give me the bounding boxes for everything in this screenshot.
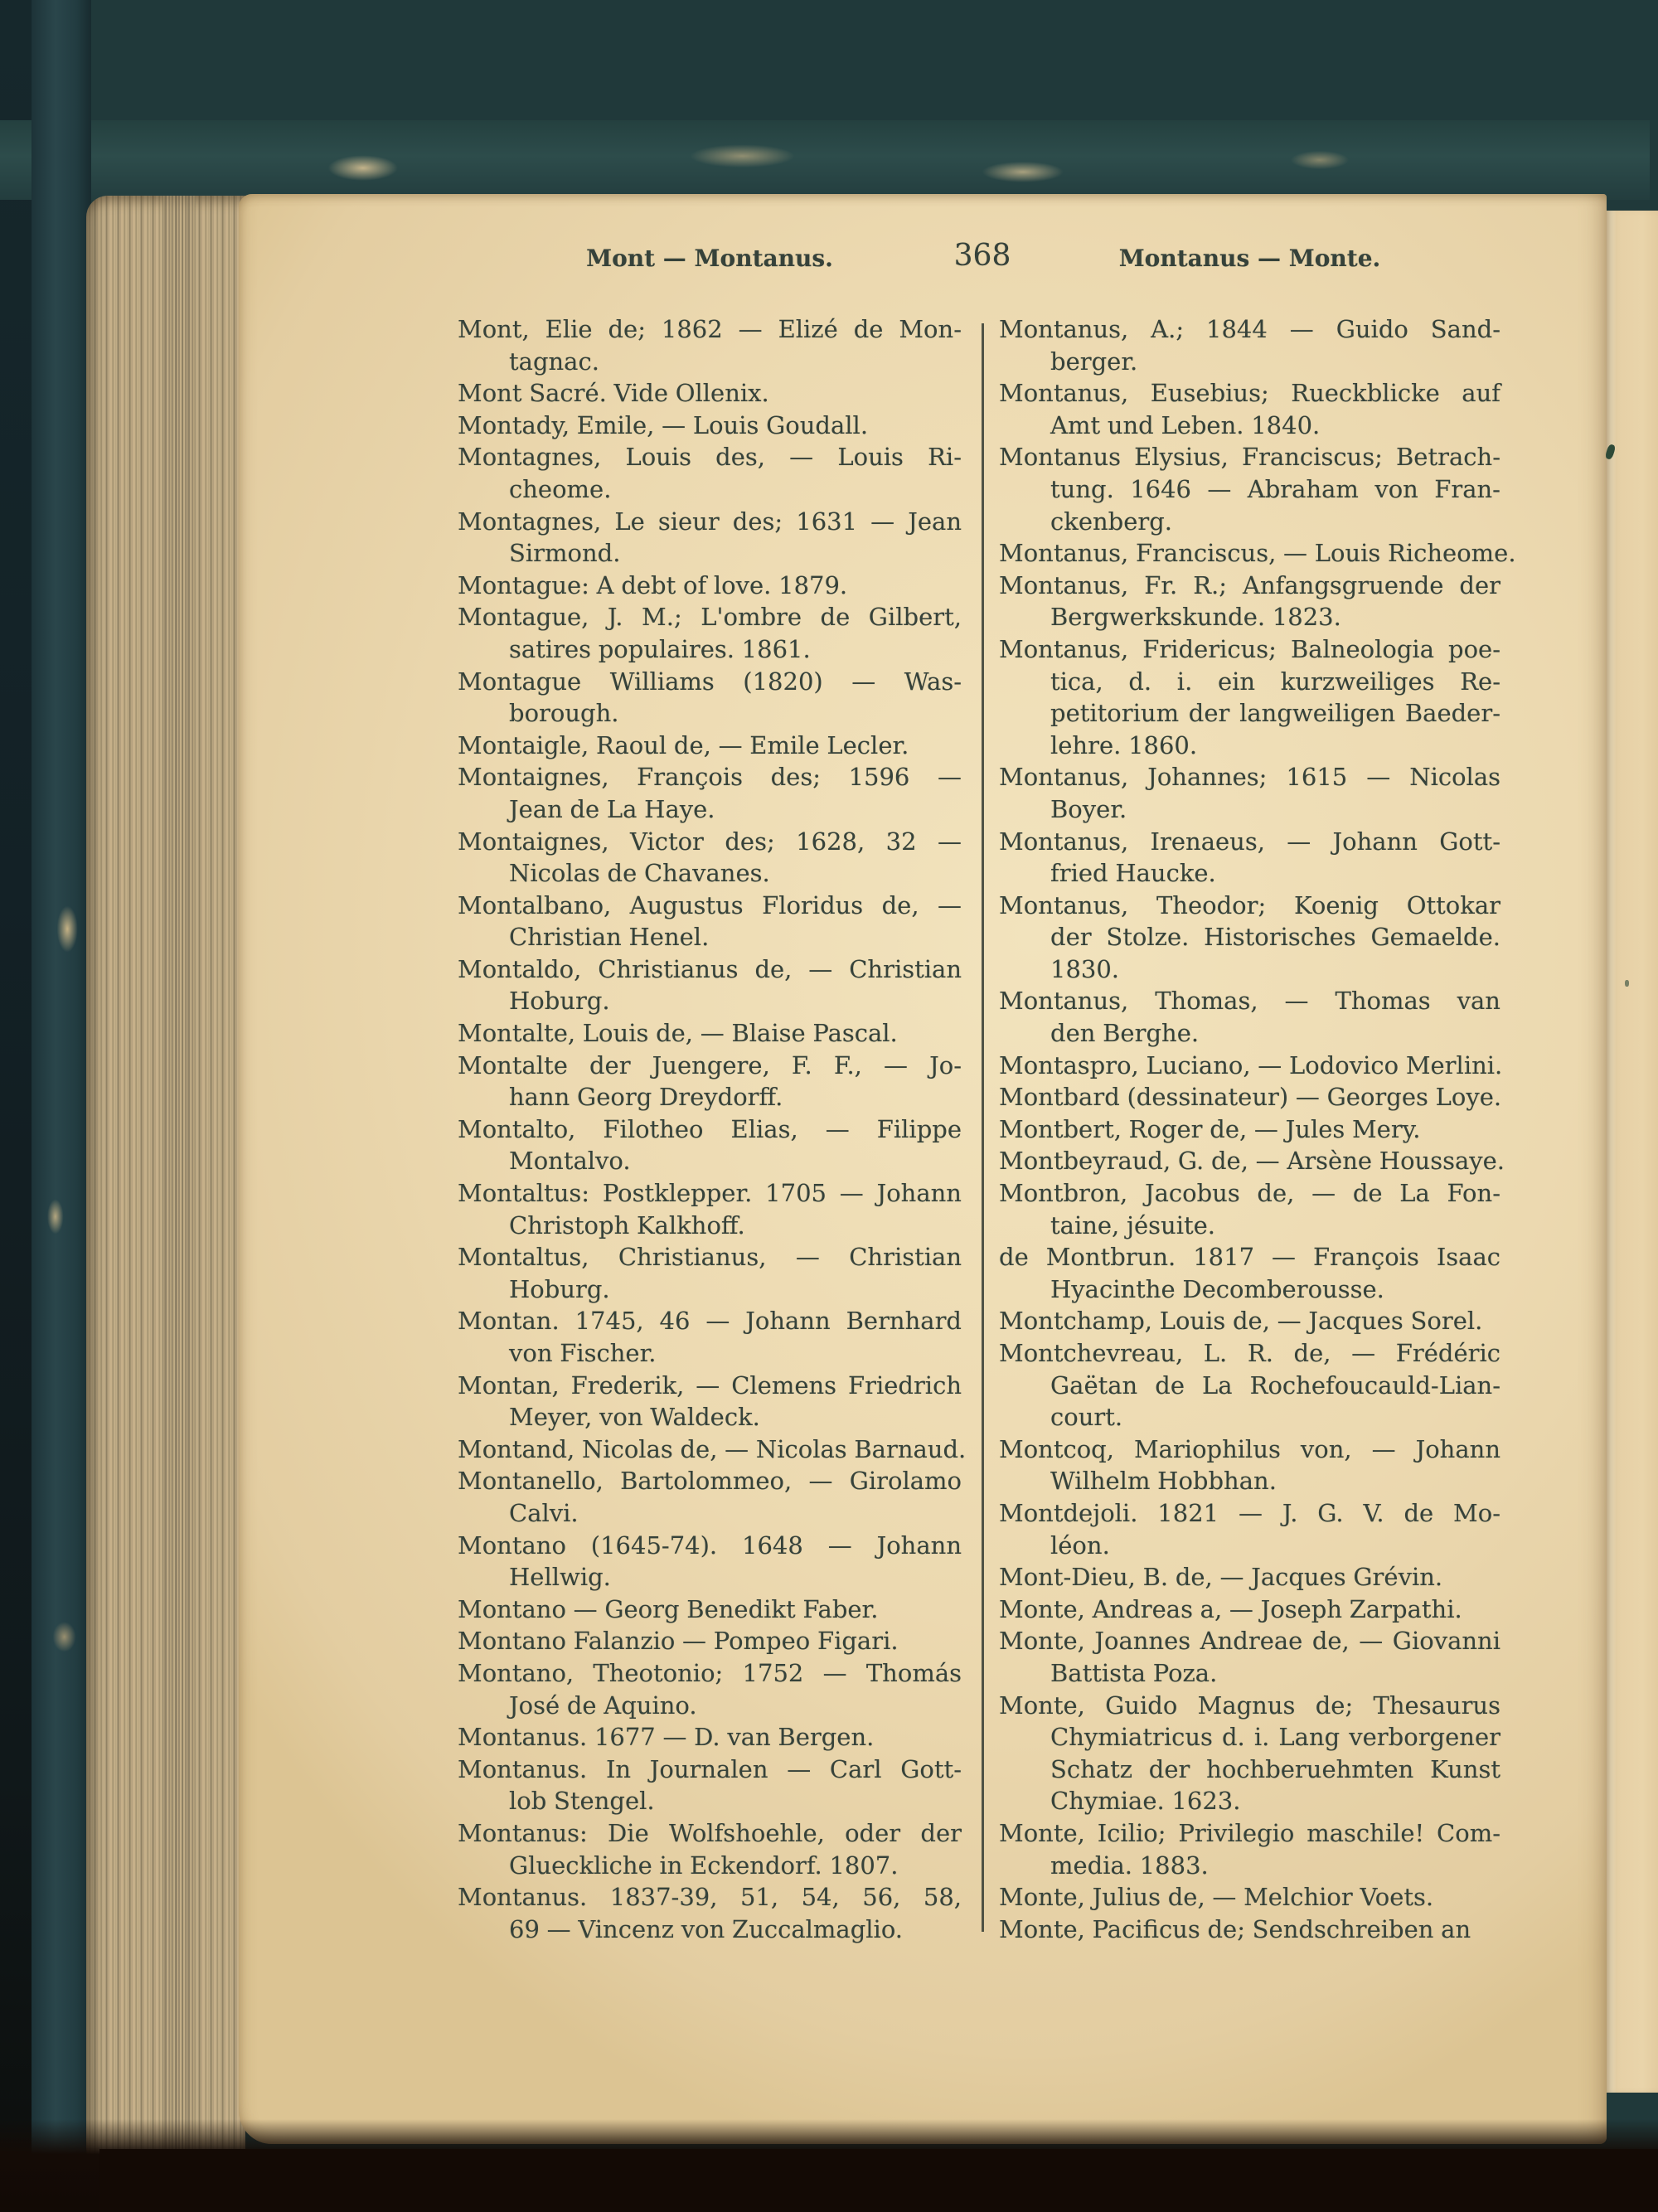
entry-line: Montdejoli. 1821 — J. G. V. de Mo- [999, 1498, 1500, 1527]
entry-line: Montbron, Jacobus de, — de La Fon- [999, 1179, 1500, 1208]
entry-line: Amt und Leben. 1840. [1050, 410, 1321, 439]
dictionary-entry [999, 1690, 1500, 1817]
dictionary-entry [999, 1594, 1500, 1626]
entry-line: hann Georg Dreydorff. [509, 1083, 783, 1112]
entry-line: den Berghe. [1050, 1019, 1200, 1048]
entry-line: tica, d. i. ein kurzweiliges Re- [1050, 667, 1500, 696]
dictionary-entry [999, 313, 1500, 377]
running-head-right: Montanus — Monte. [1118, 245, 1381, 272]
entry-line: Glueckliche in Eckendorf. 1807. [509, 1851, 899, 1880]
dictionary-entry [999, 1433, 1500, 1497]
entry-line: Hellwig. [509, 1563, 611, 1592]
entry-line: Montano Falanzio — Pompeo Figari. [458, 1627, 899, 1656]
entry-line: Montanus, Fr. R.; Anfangsgruende der [999, 570, 1500, 599]
dictionary-entry [458, 1370, 962, 1433]
entry-line: Mont, Elie de; 1862 — Elizé de Mon- [458, 315, 962, 343]
dictionary-entry [999, 570, 1500, 633]
dictionary-entry [999, 761, 1500, 825]
entry-line: Montano, Theotonio; 1752 — Thomás [458, 1658, 962, 1687]
entry-line: Montan, Frederik, — Clemens Friedrich [458, 1370, 962, 1399]
dictionary-entry [999, 985, 1500, 1049]
dictionary-entry [458, 313, 962, 377]
dictionary-entry [458, 1465, 962, 1529]
entry-line: Montaldo, Christianus de, — Christian [458, 954, 962, 983]
entry-line: Wilhelm Hobbhan. [1050, 1467, 1277, 1496]
entry-line: Nicolas de Chavanes. [509, 859, 770, 888]
dictionary-entry [458, 1594, 962, 1626]
entry-line: Montcoq, Mariophilus von, — Johann [999, 1434, 1500, 1463]
entry-line: Montanus. 1837-39, 51, 54, 56, 58, [458, 1883, 962, 1912]
dictionary-entry [999, 1337, 1500, 1433]
entry-line: tagnac. [509, 347, 599, 376]
entry-line: Montchevreau, L. R. de, — Frédéric [999, 1339, 1500, 1367]
dictionary-entry [458, 570, 962, 602]
entry-line: Montbard (dessinateur) — Georges Loye. [999, 1083, 1502, 1112]
entry-line: Montague: A debt of love. 1879. [458, 570, 848, 599]
dictionary-entry [458, 1177, 962, 1241]
dictionary-entry [458, 1657, 962, 1721]
entry-line: Montanus, Thomas, — Thomas van [999, 987, 1500, 1016]
entry-line: Montaigle, Raoul de, — Emile Lecler. [458, 730, 909, 759]
entry-line: Battista Poza. [1050, 1658, 1218, 1687]
dictionary-entry [458, 441, 962, 505]
entry-line: Montanus, Irenaeus, — Johann Gott- [999, 827, 1500, 856]
dictionary-entry [458, 730, 962, 762]
entry-line: Montchamp, Louis de, — Jacques Sorel. [999, 1307, 1483, 1336]
entry-line: taine, jésuite. [1050, 1210, 1216, 1239]
dictionary-entry [999, 537, 1516, 570]
entry-line: Mont-Dieu, B. de, — Jacques Grévin. [999, 1563, 1443, 1592]
entry-line: Montano — Georg Benedikt Faber. [458, 1594, 879, 1623]
dictionary-entry [458, 953, 962, 1017]
entry-line: fried Haucke. [1050, 859, 1216, 888]
entry-line: cheome. [509, 474, 612, 503]
dictionary-entry [999, 890, 1500, 986]
dictionary-entry [458, 410, 962, 442]
dictionary-entry [999, 826, 1500, 890]
dictionary-entry [458, 761, 962, 825]
entry-line: Jean de La Haye. [509, 794, 715, 823]
dictionary-entry [999, 1881, 1500, 1914]
entry-line: Hoburg. [509, 987, 610, 1016]
entry-line: Meyer, von Waldeck. [509, 1403, 760, 1432]
entry-line: Montague, J. M.; L'ombre de Gilbert, [458, 603, 962, 632]
entry-line: Montano (1645-74). 1648 — Johann [458, 1530, 962, 1560]
dictionary-entry [458, 601, 962, 665]
running-head-left: Mont — Montanus. [586, 245, 833, 272]
entry-line: tung. 1646 — Abraham von Fran- [1050, 474, 1500, 503]
scan-bottom-dark [99, 2149, 1658, 2212]
entry-line: Montan. 1745, 46 — Johann Bernhard [458, 1307, 962, 1336]
entry-line: Montady, Emile, — Louis Goudall. [458, 410, 869, 439]
entry-line: Montanus, Franciscus, — Louis Richeome. [999, 539, 1516, 568]
dictionary-entry [999, 377, 1500, 441]
entry-line: Montanus, Theodor; Koenig Ottokar [999, 890, 1500, 919]
dictionary-entry [458, 1241, 962, 1305]
entry-line: Monte, Andreas a, — Joseph Zarpathi. [999, 1594, 1462, 1623]
dictionary-entry [458, 1530, 962, 1594]
entry-line: Montbeyraud, G. de, — Arsène Houssaye. [999, 1147, 1505, 1176]
entry-line: von Fischer. [509, 1339, 657, 1367]
entry-line: Christoph Kalkhoff. [509, 1210, 745, 1239]
entry-line: ckenberg. [1050, 507, 1173, 536]
dictionary-entry [458, 1017, 962, 1050]
entry-line: 1830. [1050, 954, 1120, 983]
entry-line: Gaëtan de La Rochefoucauld-Lian- [1050, 1370, 1500, 1399]
facing-page-gutter [1607, 211, 1658, 2093]
dictionary-entry [458, 1050, 962, 1113]
dictionary-entry [999, 1625, 1500, 1689]
dictionary-entry [999, 1561, 1500, 1594]
column-divider-rule [982, 323, 984, 1932]
entry-line: court. [1050, 1403, 1123, 1432]
dictionary-entry [999, 1050, 1503, 1082]
dictionary-entry [458, 377, 962, 410]
entry-line: berger. [1050, 347, 1138, 376]
dictionary-entry [458, 1721, 962, 1754]
dictionary-entry [999, 1113, 1500, 1146]
entry-line: Montanello, Bartolommeo, — Girolamo [458, 1467, 962, 1496]
dictionary-entry [999, 1145, 1505, 1177]
entry-line: de Montbrun. 1817 — François Isaac [999, 1243, 1500, 1272]
page-number: 368 [953, 239, 1011, 273]
dictionary-entry [999, 1081, 1500, 1113]
entry-line: Monte, Julius de, — Melchior Voets. [999, 1883, 1434, 1912]
entry-line: Christian Henel. [509, 923, 710, 952]
dictionary-entry [458, 890, 962, 953]
text-column-right [999, 313, 1516, 1945]
entry-line: Montanus. 1677 — D. van Bergen. [458, 1723, 875, 1752]
book-cover-top-worn-band [0, 120, 1650, 200]
dictionary-entry [999, 1177, 1500, 1241]
entry-line: Montaltus: Postklepper. 1705 — Johann [458, 1179, 962, 1208]
dictionary-entry [458, 1817, 962, 1881]
entry-line: Montaignes, Victor des; 1628, 32 — [458, 827, 962, 856]
entry-line: Montanus: Die Wolfshoehle, oder der [458, 1818, 962, 1847]
dictionary-entry [458, 826, 962, 890]
dictionary-entry [999, 1305, 1500, 1337]
entry-line: Montalvo. [509, 1147, 631, 1176]
entry-line: Montanus Elysius, Franciscus; Betrach- [999, 443, 1500, 472]
dictionary-entry [999, 1241, 1500, 1305]
entry-line: lehre. 1860. [1050, 730, 1198, 759]
entry-line: Hoburg. [509, 1274, 610, 1303]
entry-line: 69 — Vincenz von Zuccalmaglio. [509, 1914, 903, 1943]
entry-line: Montalbano, Augustus Floridus de, — [458, 890, 962, 919]
entry-line: der Stolze. Historisches Gemaelde. [1050, 923, 1500, 952]
book-cover-left-edge [0, 0, 33, 2212]
entry-line: José de Aquino. [509, 1691, 697, 1720]
entry-line: media. 1883. [1050, 1851, 1209, 1880]
entry-line: Montanus, Fridericus; Balneologia poe- [999, 634, 1500, 663]
entry-line: Mont Sacré. Vide Ollenix. [458, 379, 769, 408]
text-column-left [458, 313, 967, 1945]
entry-line: Montaspro, Luciano, — Lodovico Merlini. [999, 1050, 1503, 1079]
entry-line: borough. [509, 699, 619, 728]
dictionary-entry [458, 506, 962, 570]
entry-line: Hyacinthe Decomberousse. [1050, 1274, 1384, 1303]
entry-line: Boyer. [1050, 794, 1127, 823]
dictionary-entry [999, 1497, 1500, 1561]
dictionary-entry [458, 666, 962, 730]
entry-line: Montanus, Eusebius; Rueckblicke auf [999, 379, 1500, 408]
entry-line: Montanus, Johannes; 1615 — Nicolas [999, 763, 1500, 792]
book-cover-worn-edge [32, 0, 91, 2212]
entry-line: Montagnes, Louis des, — Louis Ri- [458, 443, 962, 472]
entry-line: Bergwerkskunde. 1823. [1050, 603, 1341, 632]
entry-line: Calvi. [509, 1498, 579, 1527]
entry-line: Monte, Joannes Andreae de, — Giovanni [999, 1627, 1500, 1656]
dictionary-entry [999, 1914, 1500, 1946]
entry-line: Montaltus, Christianus, — Christian [458, 1243, 962, 1272]
entry-line: Sirmond. [509, 539, 621, 568]
entry-line: léon. [1050, 1530, 1110, 1560]
page-stack-sheet-lines [162, 196, 196, 2172]
entry-line: Montalte der Juengere, F. F., — Jo- [458, 1050, 962, 1079]
dictionary-entry [458, 1433, 967, 1466]
entry-line: Chymiatricus d. i. Lang verborgener [1050, 1723, 1500, 1752]
entry-line: Montanus, A.; 1844 — Guido Sand- [999, 315, 1500, 343]
entry-line: satires populaires. 1861. [509, 634, 811, 663]
entry-line: Montagnes, Le sieur des; 1631 — Jean [458, 507, 962, 536]
entry-line: Monte, Pacificus de; Sendschreiben an [999, 1914, 1471, 1943]
entry-line: Schatz der hochberuehmten Kunst [1050, 1754, 1500, 1783]
dictionary-entry [458, 1625, 962, 1657]
entry-line: Chymiae. 1623. [1050, 1787, 1241, 1816]
dictionary-entry [458, 1113, 962, 1177]
entry-line: Monte, Guido Magnus de; Thesaurus [999, 1691, 1500, 1720]
page-speck [1625, 980, 1629, 987]
entry-line: Monte, Icilio; Privilegio maschile! Com- [999, 1818, 1500, 1847]
entry-line: Montanus. In Journalen — Carl Gott- [458, 1754, 962, 1783]
entry-line: Montalte, Louis de, — Blaise Pascal. [458, 1019, 898, 1048]
entry-line: petitorium der langweiligen Baeder- [1050, 699, 1500, 728]
dictionary-entry [999, 633, 1500, 761]
dictionary-entry [458, 1881, 962, 1945]
entry-line: Montague Williams (1820) — Was- [458, 667, 962, 696]
entry-line: Montand, Nicolas de, — Nicolas Barnaud. [458, 1434, 967, 1463]
dictionary-entry [999, 1817, 1500, 1881]
dictionary-entry [999, 441, 1500, 537]
entry-line: lob Stengel. [509, 1787, 655, 1816]
dictionary-entry [458, 1305, 962, 1369]
entry-line: Montalto, Filotheo Elias, — Filippe [458, 1114, 962, 1143]
entry-line: Montaignes, François des; 1596 — [458, 763, 962, 792]
dictionary-entry [458, 1754, 962, 1817]
entry-line: Montbert, Roger de, — Jules Mery. [999, 1114, 1421, 1143]
